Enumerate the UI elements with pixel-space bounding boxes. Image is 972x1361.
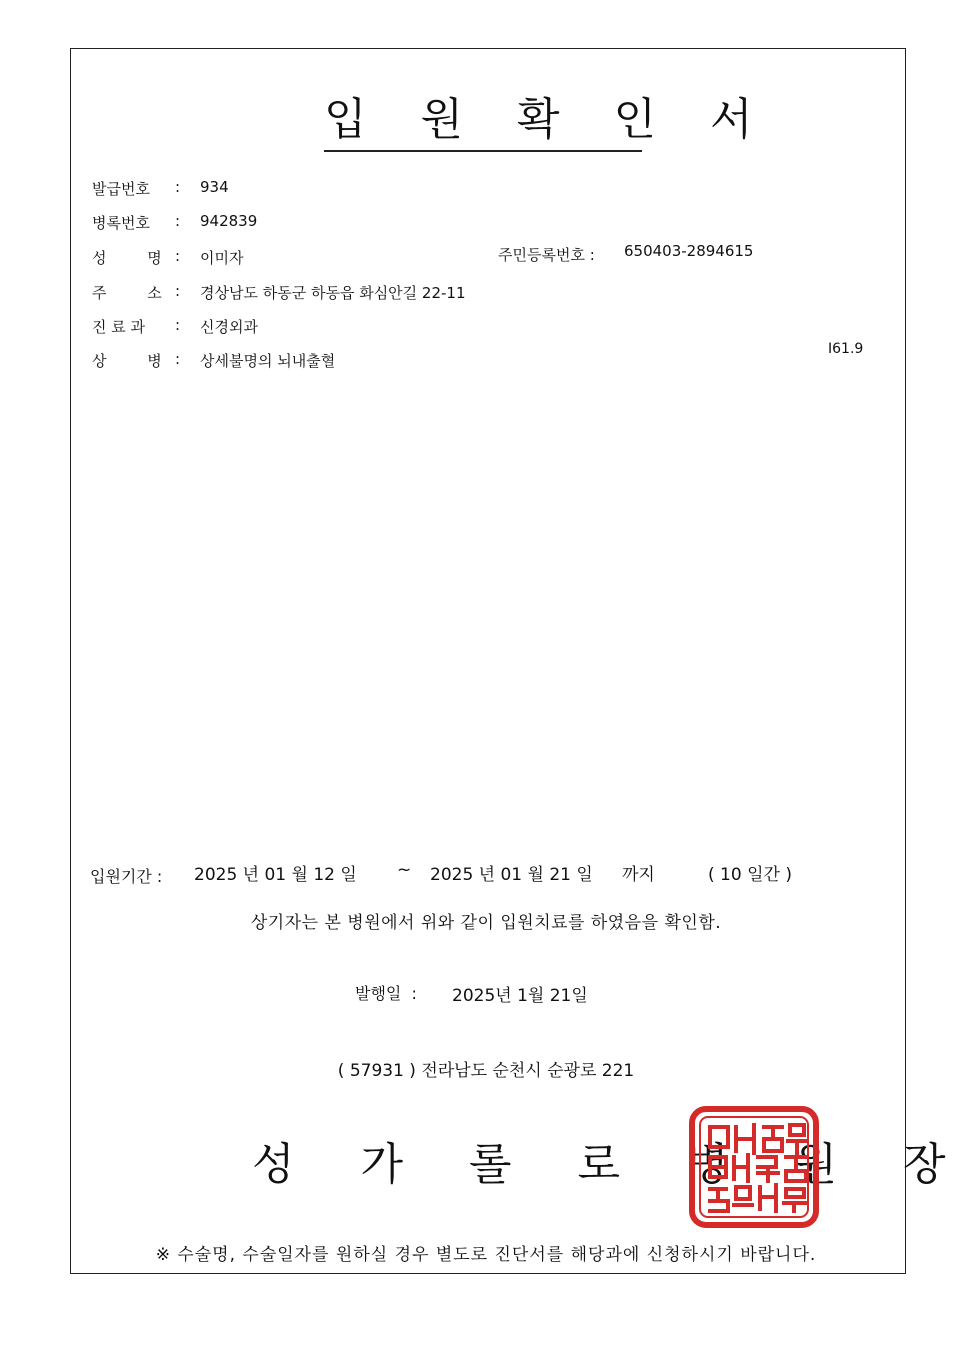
- patient-name: 이미자: [200, 249, 244, 267]
- address-value: 경상남도 하동군 하동읍 화심안길 22-11: [200, 284, 466, 302]
- hospital-address: ( 57931 ) 전라남도 순천시 순광로 221: [337, 1061, 635, 1081]
- address-label: 주 소: [92, 284, 162, 302]
- record-no-label: 병록번호: [92, 214, 150, 232]
- diagnosis-code: I61.9: [828, 341, 864, 357]
- address-colon: :: [175, 282, 181, 300]
- hospital-name: 성 가 롤 로 병 원 장: [252, 1139, 972, 1190]
- issue-date: 2025년 1월 21일: [452, 986, 588, 1006]
- period-duration: ( 10 일간 ): [708, 865, 792, 885]
- footnote: ※ 수술명, 수술일자를 원하실 경우 별도로 진단서를 해당과에 신청하시기 바랍니다.: [155, 1245, 817, 1265]
- department-value: 신경외과: [200, 318, 258, 336]
- period-end: 2025 년 01 월 21 일: [430, 865, 593, 885]
- page-border: [70, 48, 906, 1274]
- diagnosis-label: 상 병: [92, 352, 162, 370]
- period-start: 2025 년 01 월 12 일: [194, 865, 357, 885]
- period-tilde: ~: [397, 860, 412, 880]
- issue-no-label: 발급번호: [92, 180, 150, 198]
- diagnosis-colon: :: [175, 350, 181, 368]
- department-label: 진 료 과: [92, 318, 146, 336]
- record-no-value: 942839: [200, 212, 258, 230]
- issue-date-label: 발행일 :: [355, 984, 417, 1003]
- document-title: 입 원 확 인 서: [324, 92, 642, 152]
- department-colon: :: [175, 316, 181, 334]
- record-no-colon: :: [175, 212, 181, 230]
- official-seal: [688, 1105, 820, 1229]
- name-colon: :: [175, 247, 181, 265]
- name-label: 성 명: [92, 249, 162, 267]
- diagnosis-value: 상세불명의 뇌내출혈: [200, 352, 336, 370]
- rrn-label: 주민등록번호 :: [498, 246, 595, 264]
- period-label: 입원기간 :: [90, 867, 163, 886]
- period-until: 까지: [622, 865, 655, 885]
- issue-no-value: 934: [200, 178, 229, 196]
- issue-no-colon: :: [175, 178, 181, 196]
- rrn-value: 650403-2894615: [624, 242, 754, 260]
- confirmation-text: 상기자는 본 병원에서 위와 같이 입원치료를 하였음을 확인함.: [250, 913, 722, 933]
